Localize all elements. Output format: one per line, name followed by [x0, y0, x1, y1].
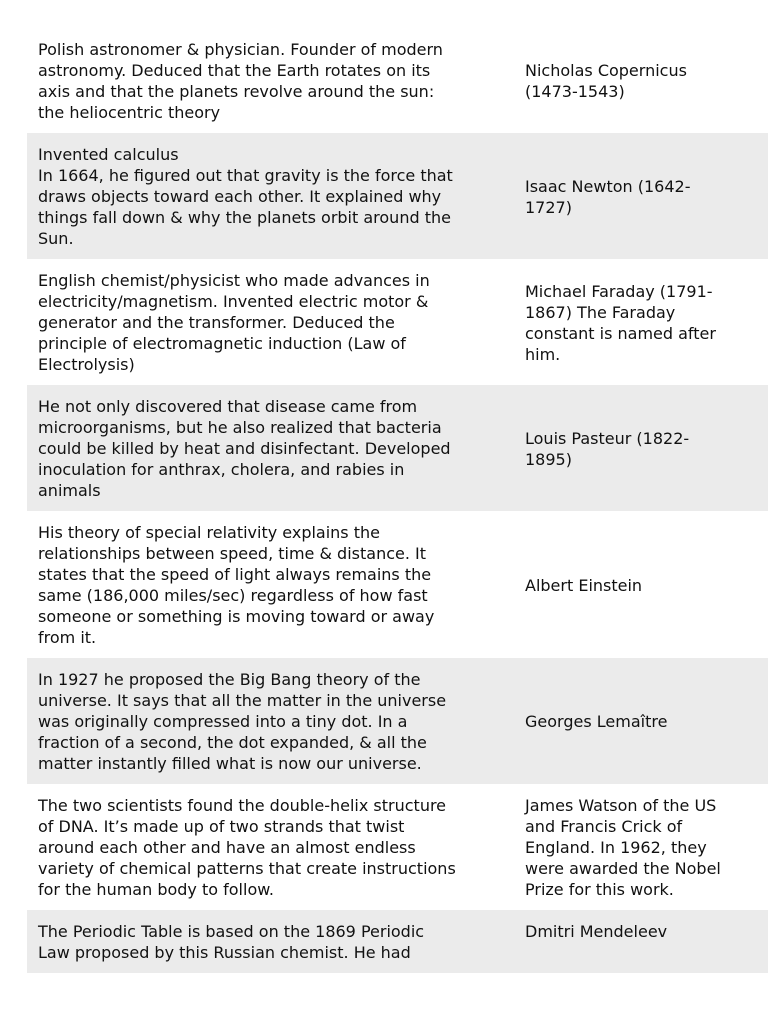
row-description: English chemist/physicist who made advances in electricity/magnetism. Invented electric motor & generator and the transformer. Deduced the principle of electromagnetic induction (Law of Electrolysis) — [38, 271, 430, 374]
row-description: In 1927 he proposed the Big Bang theory of the universe. It says that all the matter in the universe was originally compressed into a tiny dot. In a fraction of a second, the dot expanded, & all the matter instantly filled what is now our universe. — [38, 670, 447, 773]
table-row — [27, 28, 768, 133]
table-row — [27, 910, 768, 973]
row-scientist-name: Louis Pasteur (1822- 1895) — [525, 428, 690, 469]
row-description: He not only discovered that disease came from microorganisms, but he also realized that bacteria could be killed by heat and disinfectant. Developed inoculation for anthrax, cholera, and rabies in animals — [38, 397, 451, 500]
row-description: The two scientists found the double-helix structure of DNA. It’s made up of two strands that twist around each other and have an almost endless variety of chemical patterns that create instructions for the human body to follow. — [38, 796, 456, 899]
row-description: Invented calculus In 1664, he figured out that gravity is the force that draws objects toward each other. It explained why things fall down & why the planets orbit around the Sun. — [38, 145, 453, 248]
row-scientist-name: Albert Einstein — [525, 575, 643, 595]
table-row — [27, 133, 768, 259]
scientist-table — [27, 28, 768, 973]
table-row — [27, 784, 768, 910]
row-scientist-name: Dmitri Mendeleev — [525, 922, 668, 941]
row-scientist-name: Michael Faraday (1791- 1867) The Faraday constant is named after him. — [525, 281, 716, 364]
row-scientist-name: James Watson of the US and Francis Crick of England. In 1962, they were awarded the Nobel Prize for this work. — [525, 796, 721, 899]
row-scientist-name: Nicholas Copernicus (1473-1543) — [525, 61, 687, 101]
row-description: Polish astronomer & physician. Founder of modern astronomy. Deduced that the Earth rotates on its axis and that the planets revolve around the sun: the heliocentric theory — [38, 40, 443, 122]
row-description: The Periodic Table is based on the 1869 Periodic Law proposed by this Russian chemist. He had — [38, 922, 425, 962]
row-scientist-name: Isaac Newton (1642- 1727) — [525, 176, 691, 217]
row-description: His theory of special relativity explains the relationships between speed, time & distance. It states that the speed of light always remains the same (186,000 miles/sec) regardless of how fast someone or something is moving toward or away from it. — [38, 523, 435, 647]
table-row — [27, 259, 768, 385]
table-row — [27, 511, 768, 658]
row-scientist-name: Georges Lemaître — [525, 712, 668, 731]
table-row — [27, 385, 768, 511]
table-row — [27, 658, 768, 784]
